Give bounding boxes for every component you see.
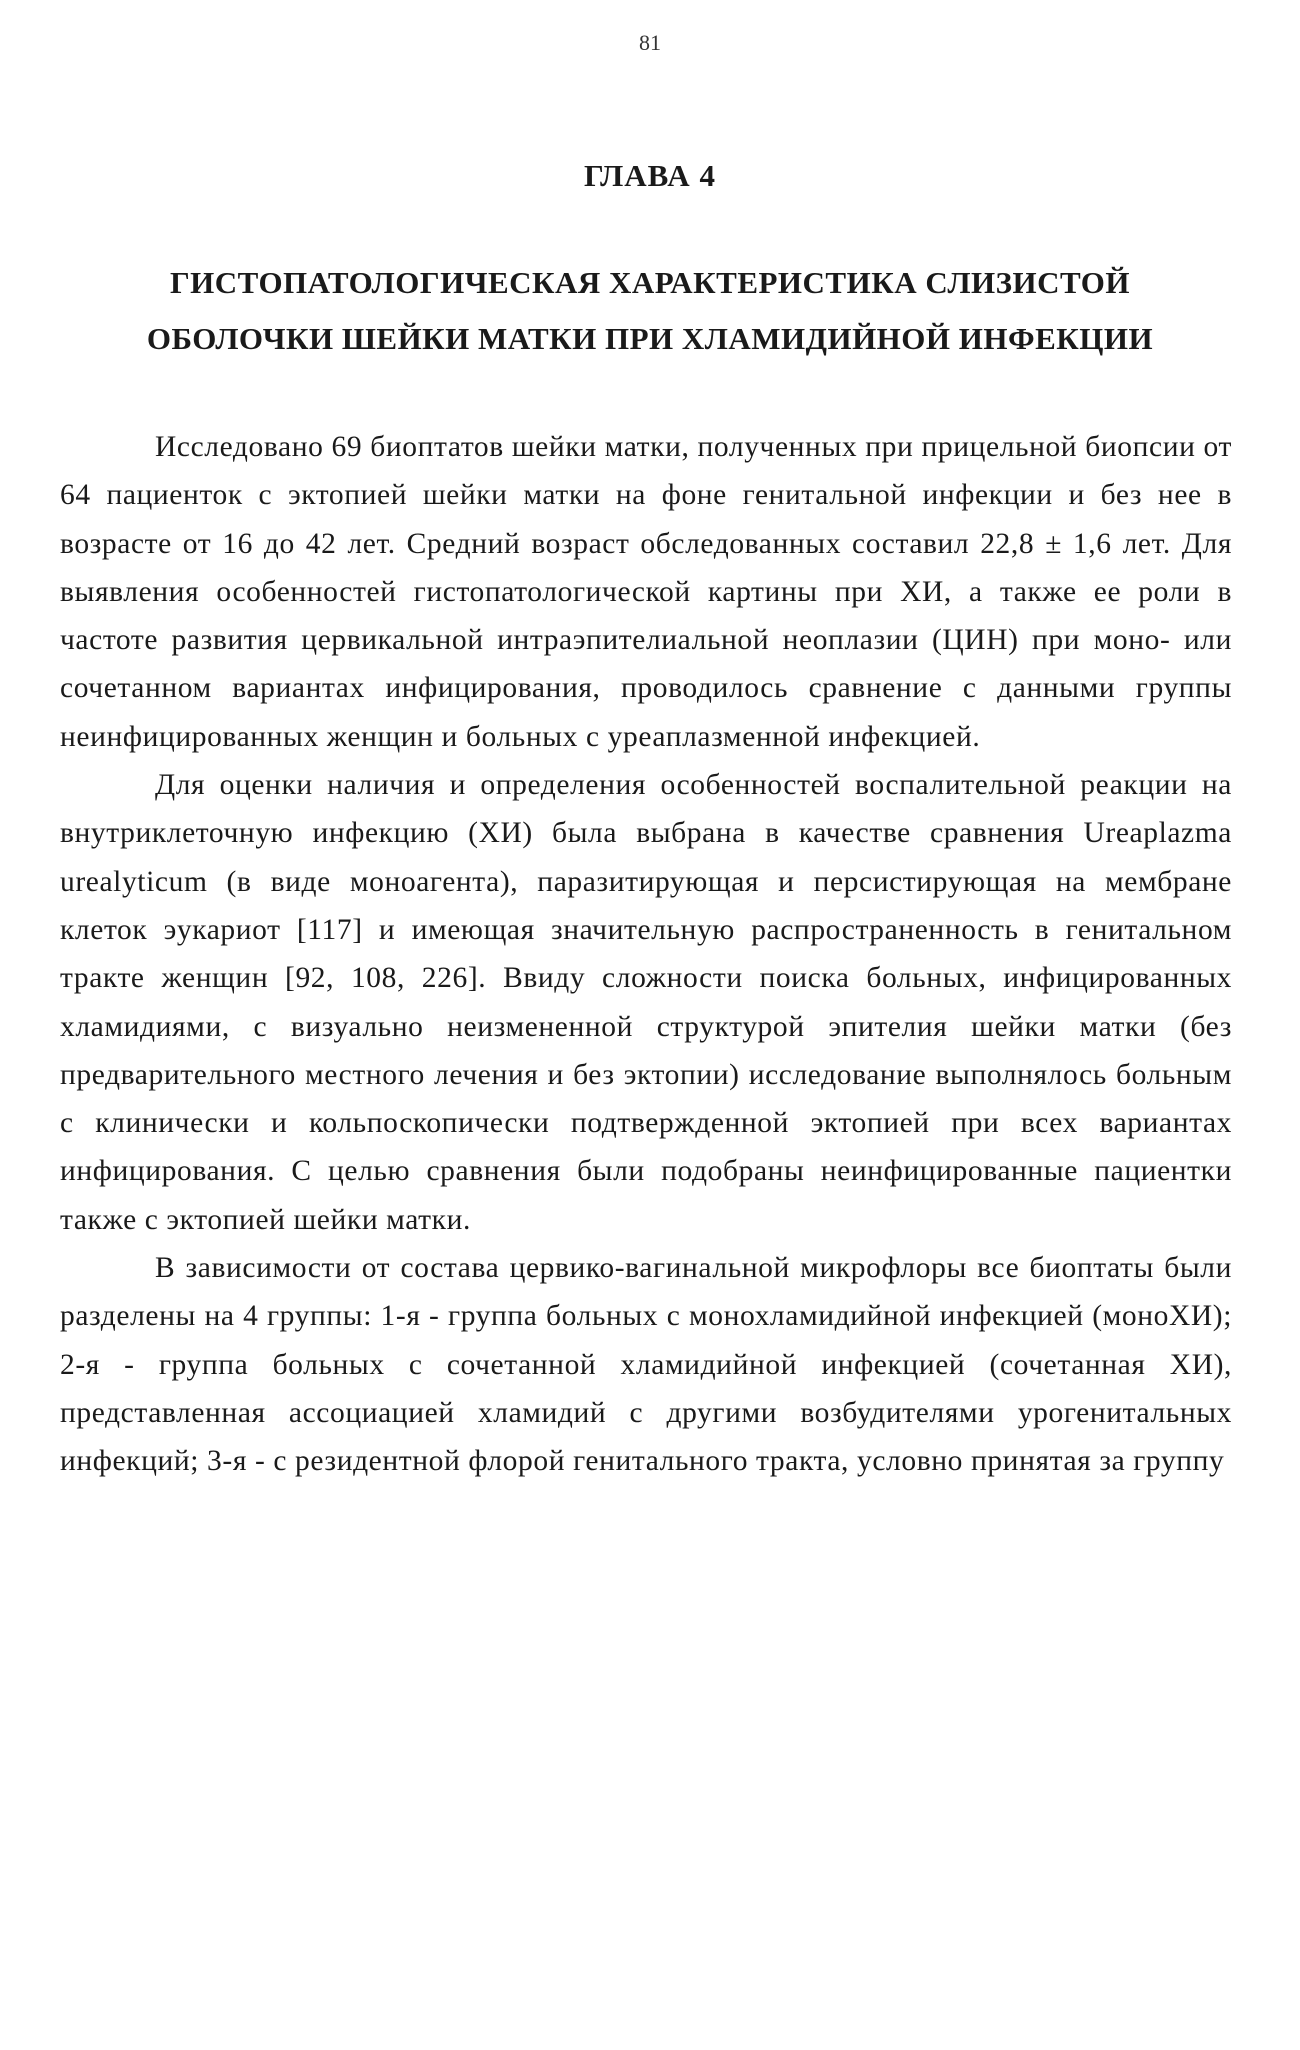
- chapter-title: [60, 255, 1240, 367]
- page-number: 81: [639, 30, 661, 55]
- paragraph-3: В зависимости от состава цервико-вагинальной микрофлоры все биоптаты были разделены на 4 группы: 1-я - группа больных с монохламидийной инфекцией (моноХИ); 2-я - группа больных с сочетанной хламидийной инфекцией (сочетанная ХИ), представленная ассоциацией хламидий с другими возбудителями урогенитальных инфекций; 3-я - с резидентной флорой генитального тракта, условно принятая за группу: [60, 1252, 1232, 1478]
- chapter-title-line-2: ОБОЛОЧКИ ШЕЙКИ МАТКИ ПРИ ХЛАМИДИЙНОЙ ИНФЕКЦИИ: [146, 321, 1154, 356]
- paragraph-1: Исследовано 69 биоптатов шейки матки, полученных при прицельной биопсии от 64 пациенток с эктопией шейки матки на фоне генитальной инфекции и без нее в возрасте от 16 до 42 лет. Средний возраст обследованных составил 22,8 ± 1,6 лет. Для выявления особенностей гистопатологической картины при ХИ, а также ее роли в частоте развития цервикальной интраэпителиальной неоплазии (ЦИН) при моно- или сочетанном вариантах инфицирования, проводилось сравнение с данными группы неинфицированных женщин и больных с уреаплазменной инфекцией.: [60, 431, 1232, 753]
- chapter-label: ГЛАВА 4: [584, 158, 716, 193]
- body-text: [60, 423, 1232, 1486]
- paragraph-2: Для оценки наличия и определения особенностей воспалительной реакции на внутриклеточную инфекцию (ХИ) была выбрана в качестве сравнения Ureaplazma urealyticum (в виде моноагента), паразитирующая и персистирующая на мембране клеток эукариот [117] и имеющая значительную распространенность в генитальном тракте женщин [92, 108, 226]. Ввиду сложности поиска больных, инфицированных хламидиями, с визуально неизмененной структурой эпителия шейки матки (без предварительного местного лечения и без эктопии) исследование выполнялось больным с клинически и кольпоскопически подтвержденной эктопией при всех вариантах инфицирования. С целью сравнения были подобраны неинфицированные пациентки также с эктопией шейки матки.: [60, 769, 1232, 1236]
- chapter-title-line-1: ГИСТОПАТОЛОГИЧЕСКАЯ ХАРАКТЕРИСТИКА СЛИЗИСТОЙ: [169, 265, 1131, 300]
